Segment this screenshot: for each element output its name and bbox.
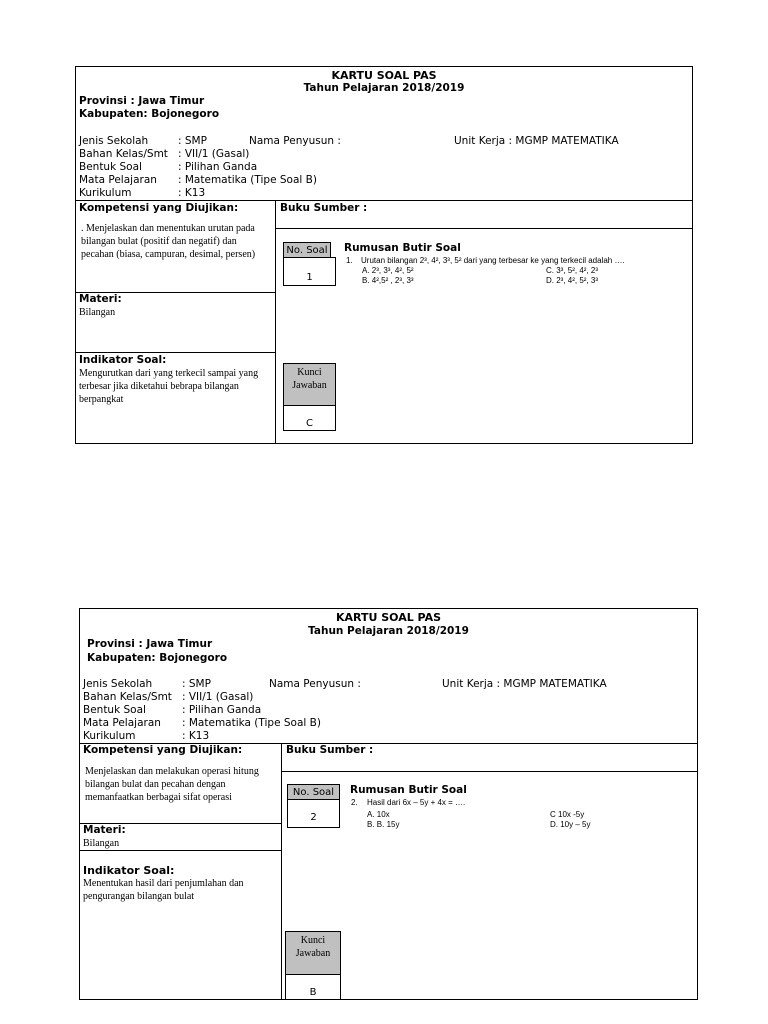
rumusan-heading: Rumusan Butir Soal [344, 242, 461, 254]
kurikulum-label: Kurikulum [79, 187, 132, 199]
materi-text: Bilangan [83, 838, 120, 849]
question-text: Hasil dari 6x – 5y + 4x = …. [367, 798, 466, 807]
no-soal-label: No. Soal [292, 787, 335, 798]
unit-kerja: Unit Kerja : MGMP MATEMATIKA [442, 678, 607, 690]
provinsi: Provinsi : Jawa Timur [79, 95, 205, 107]
no-soal-label-box [283, 242, 331, 258]
provinsi: Provinsi : Jawa Timur [87, 638, 213, 650]
kunci-label: Kunci Jawaban [295, 935, 331, 959]
kelas-label: Bahan Kelas/Smt [83, 691, 172, 703]
kunci-label-box [285, 931, 341, 975]
kurikulum-value: : K13 [178, 187, 206, 199]
column-divider [275, 200, 276, 443]
kurikulum-label: Kurikulum [83, 730, 136, 742]
indikator-heading: Indikator Soal: [79, 354, 167, 366]
divider [281, 771, 697, 772]
nama-penyusun: Nama Penyusun : [269, 678, 361, 690]
kompetensi-text: . Menjelaskan dan menentukan urutan pada bilangan bulat (positif dan negatif) dan pecahan (biasa, campuran, desimal, persen) [81, 223, 256, 260]
materi-text: Bilangan [79, 307, 116, 318]
divider [76, 200, 692, 201]
kelas-value: : VII/1 (Gasal) [182, 691, 254, 703]
no-soal-value: 1 [306, 272, 313, 283]
option-a: A. 2³, 3³, 4², 5² [362, 266, 414, 275]
kompetensi-heading: Kompetensi yang Diujikan: [83, 744, 243, 756]
option-a: A. 10x [367, 810, 390, 819]
option-b: B. 4²,5² , 2³, 3³ [362, 276, 414, 285]
no-soal-box [283, 257, 336, 286]
card-subtitle: Tahun Pelajaran 2018/2019 [303, 82, 465, 94]
nama-penyusun: Nama Penyusun : [249, 135, 341, 147]
jenis-sekolah-label: Jenis Sekolah [83, 678, 153, 690]
bentuk-soal-value: : Pilihan Ganda [178, 161, 258, 173]
no-soal-box [287, 799, 340, 828]
no-soal-label-box [287, 784, 340, 800]
kurikulum-value: : K13 [182, 730, 210, 742]
bentuk-soal-label: Bentuk Soal [79, 161, 142, 173]
divider [76, 352, 275, 353]
no-soal-label: No. Soal [286, 245, 328, 256]
indikator-heading: Indikator Soal: [83, 864, 175, 877]
kunci-label-box [283, 363, 336, 406]
kabupaten: Kabupaten: Bojonegoro [79, 108, 220, 120]
kunci-box [285, 974, 341, 1000]
jenis-sekolah-label: Jenis Sekolah [79, 135, 149, 147]
unit-kerja: Unit Kerja : MGMP MATEMATIKA [454, 135, 619, 147]
kabupaten: Kabupaten: Bojonegoro [87, 652, 228, 664]
card-title: KARTU SOAL PAS [331, 69, 437, 82]
mapel-label: Mata Pelajaran [79, 174, 157, 186]
buku-sumber: Buku Sumber : [280, 202, 368, 214]
indikator-text: Menentukan hasil dari penjumlahan dan pengurangan bilangan bulat [83, 878, 244, 902]
kunci-box [283, 405, 336, 431]
option-d: D. 10y – 5y [550, 820, 591, 829]
kunci-value: C [306, 418, 313, 429]
bentuk-soal-value: : Pilihan Ganda [182, 704, 262, 716]
soal-card-2 [79, 608, 698, 1000]
kelas-value: : VII/1 (Gasal) [178, 148, 250, 160]
jenis-sekolah-value: : SMP [182, 678, 211, 690]
jenis-sekolah-value: : SMP [178, 135, 207, 147]
kelas-label: Bahan Kelas/Smt [79, 148, 168, 160]
question-number: 1. [346, 256, 353, 265]
option-d: D. 2³, 4², 5², 3³ [546, 276, 599, 285]
soal-card-1 [75, 66, 693, 444]
question-number: 2. [351, 798, 358, 807]
card-title: KARTU SOAL PAS [335, 611, 442, 624]
divider [80, 850, 281, 851]
mapel-value: : Matematika (Tipe Soal B) [178, 174, 317, 186]
kunci-value: B [309, 987, 317, 998]
question-text: Urutan bilangan 2³, 4², 3³, 5² dari yang terbesar ke yang terkecil adalah …. [361, 256, 625, 265]
kompetensi-text: Menjelaskan dan melakukan operasi hitung bilangan bulat dan pecahan dengan memanfaatkan berbagai sifat operasi [85, 766, 259, 803]
option-b: B. B. 15y [367, 820, 400, 829]
mapel-value: : Matematika (Tipe Soal B) [182, 717, 321, 729]
option-c: C 10x -5y [550, 810, 585, 819]
option-c: C. 3³, 5², 4², 2³ [546, 266, 599, 275]
divider [275, 228, 692, 229]
kompetensi-heading: Kompetensi yang Diujikan: [79, 202, 239, 214]
column-divider [281, 743, 282, 999]
mapel-label: Mata Pelajaran [83, 717, 161, 729]
indikator-text: Mengurutkan dari yang terkecil sampai yang terbesar jika diketahui bebrapa bilangan berpangkat [79, 368, 259, 405]
materi-heading: Materi: [79, 293, 122, 305]
kunci-label: Kunci Jawaban [292, 367, 327, 391]
rumusan-heading: Rumusan Butir Soal [350, 784, 467, 796]
no-soal-value: 2 [310, 812, 317, 823]
buku-sumber: Buku Sumber : [286, 744, 374, 756]
materi-heading: Materi: [83, 824, 126, 836]
card-subtitle: Tahun Pelajaran 2018/2019 [308, 625, 469, 637]
bentuk-soal-label: Bentuk Soal [83, 704, 146, 716]
